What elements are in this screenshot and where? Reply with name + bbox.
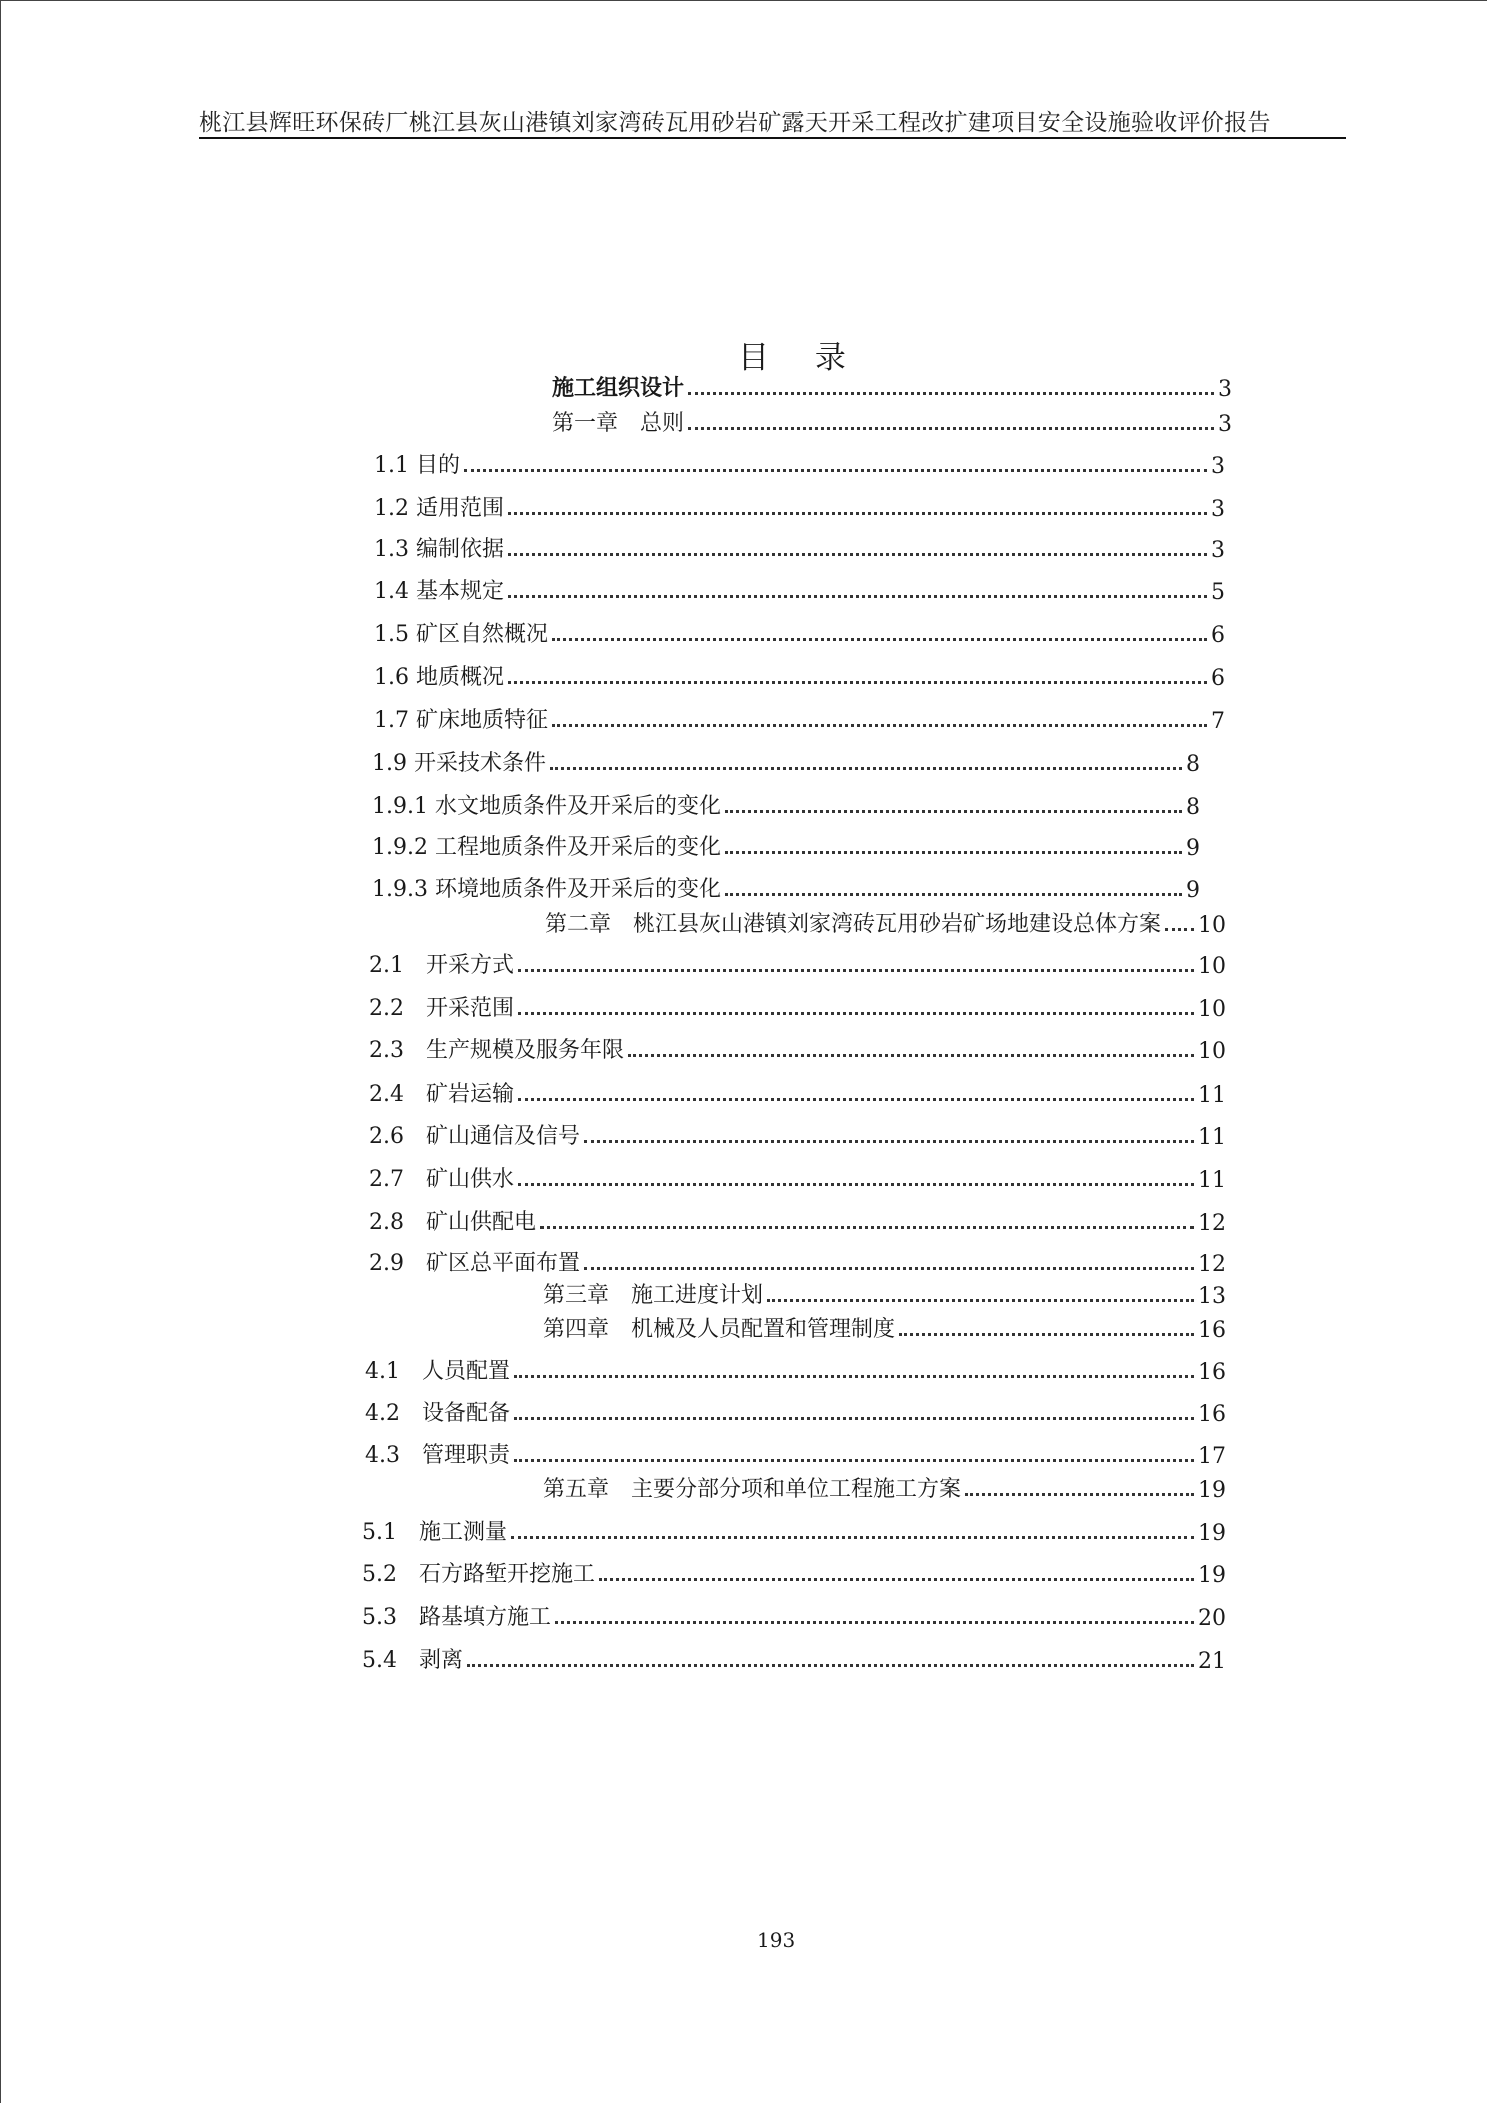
toc-entry-page: 7: [1211, 709, 1225, 734]
toc-entry[interactable]: [369, 949, 1226, 979]
dot-leader: [725, 893, 1182, 896]
dot-leader: [508, 553, 1207, 556]
dot-leader: [514, 1459, 1194, 1462]
toc-entry-page: 6: [1211, 623, 1225, 648]
toc-entry-page: 21: [1198, 1649, 1226, 1674]
dot-leader: [725, 810, 1182, 813]
toc-entry[interactable]: [552, 372, 1232, 402]
toc-entry-label: 第一章 总则: [552, 411, 685, 436]
toc-entry-page: 10: [1198, 913, 1226, 938]
toc-entry-label: 4.1 人员配置: [365, 1359, 510, 1384]
dot-leader: [508, 681, 1207, 684]
dot-leader: [514, 1375, 1194, 1378]
toc-entry-page: 12: [1198, 1211, 1226, 1236]
toc-entry-label: 5.4 剥离: [362, 1648, 463, 1673]
toc-entry-label: 2.4 矿岩运输: [369, 1082, 514, 1107]
running-header: 桃江县辉旺环保砖厂桃江县灰山港镇刘家湾砖瓦用砂岩矿露天开采工程改扩建项目安全设施验收评价报告: [199, 110, 1271, 136]
toc-entry-label: 5.3 路基填方施工: [362, 1605, 551, 1630]
toc-entry[interactable]: [372, 747, 1200, 777]
toc-entry-label: 2.3 生产规模及服务年限: [369, 1038, 624, 1063]
dot-leader: [518, 1183, 1194, 1186]
toc-entry-label: 2.9 矿区总平面布置: [369, 1251, 580, 1276]
toc-entry[interactable]: [374, 449, 1225, 479]
toc-entry[interactable]: [374, 661, 1225, 691]
dot-leader: [540, 1226, 1194, 1229]
toc-entry[interactable]: [362, 1601, 1226, 1631]
toc-entry-label: 5.2 石方路堑开挖施工: [362, 1562, 595, 1587]
dot-leader: [514, 1417, 1194, 1420]
dot-leader: [767, 1299, 1194, 1302]
toc-entry-label: 2.2 开采范围: [369, 996, 514, 1021]
toc-entry[interactable]: [374, 575, 1225, 605]
toc-entry[interactable]: [543, 1473, 1226, 1503]
toc-entry-page: 9: [1186, 878, 1200, 903]
toc-entry-page: 10: [1198, 1039, 1226, 1064]
toc-entry-page: 20: [1198, 1606, 1226, 1631]
toc-entry-label: 2.6 矿山通信及信号: [369, 1124, 580, 1149]
toc-entry-label: 第四章 机械及人员配置和管理制度: [543, 1317, 896, 1342]
toc-entry[interactable]: [369, 1163, 1226, 1193]
dot-leader: [584, 1140, 1194, 1143]
dot-leader: [555, 1621, 1194, 1624]
toc-entry-label: 2.8 矿山供配电: [369, 1210, 536, 1235]
dot-leader: [688, 427, 1214, 430]
toc-entry-page: 5: [1211, 580, 1225, 605]
toc-entry[interactable]: [369, 1206, 1226, 1236]
toc-entry-label: 1.2 适用范围: [374, 496, 504, 521]
toc-entry[interactable]: [374, 704, 1225, 734]
toc-entry[interactable]: [372, 873, 1200, 903]
toc-entry[interactable]: [543, 1313, 1226, 1343]
dot-leader: [899, 1333, 1194, 1336]
toc-title: 目 录: [738, 340, 864, 376]
toc-entry-label: 5.1 施工测量: [362, 1520, 507, 1545]
toc-entry-page: 11: [1198, 1125, 1226, 1150]
dot-leader: [552, 724, 1207, 727]
toc-entry[interactable]: [369, 1034, 1226, 1064]
dot-leader: [584, 1267, 1194, 1270]
toc-entry[interactable]: [552, 407, 1232, 437]
page-number: 193: [757, 1928, 796, 1952]
toc-entry-page: 3: [1211, 454, 1225, 479]
dot-leader: [464, 469, 1207, 472]
toc-entry-label: 施工组织设计: [552, 376, 685, 401]
toc-entry[interactable]: [372, 831, 1200, 861]
header-rule: [199, 137, 1346, 139]
dot-leader: [518, 1098, 1194, 1101]
toc-entry-page: 16: [1198, 1402, 1226, 1427]
dot-leader: [688, 392, 1214, 395]
toc-entry[interactable]: [374, 533, 1225, 563]
toc-entry-label: 4.2 设备配备: [365, 1401, 510, 1426]
toc-entry[interactable]: [369, 1078, 1226, 1108]
toc-entry[interactable]: [362, 1644, 1226, 1674]
toc-entry[interactable]: [372, 790, 1200, 820]
toc-entry-page: 16: [1198, 1318, 1226, 1343]
toc-entry-page: 3: [1218, 412, 1232, 437]
toc-entry-page: 16: [1198, 1360, 1226, 1385]
dot-leader: [518, 969, 1194, 972]
toc-entry-page: 12: [1198, 1252, 1226, 1277]
toc-entry-label: 2.7 矿山供水: [369, 1167, 514, 1192]
dot-leader: [508, 512, 1207, 515]
dot-leader: [508, 595, 1207, 598]
toc-entry[interactable]: [369, 1247, 1226, 1277]
toc-entry[interactable]: [543, 1279, 1226, 1309]
dot-leader: [550, 767, 1182, 770]
toc-entry-label: 1.6 地质概况: [374, 665, 504, 690]
toc-entry-page: 19: [1198, 1563, 1226, 1588]
toc-entry[interactable]: [365, 1439, 1226, 1469]
toc-entry-page: 11: [1198, 1083, 1226, 1108]
dot-leader: [1165, 928, 1194, 931]
toc-entry-page: 8: [1186, 795, 1200, 820]
dot-leader: [628, 1054, 1194, 1057]
toc-entry[interactable]: [374, 618, 1225, 648]
toc-entry-label: 第三章 施工进度计划: [543, 1283, 764, 1308]
toc-entry-page: 19: [1198, 1521, 1226, 1546]
dot-leader: [725, 851, 1182, 854]
toc-entry-page: 10: [1198, 997, 1226, 1022]
toc-entry-page: 19: [1198, 1478, 1226, 1503]
toc-entry-label: 1.7 矿床地质特征: [374, 708, 548, 733]
toc-entry-page: 3: [1211, 497, 1225, 522]
toc-entry[interactable]: [369, 992, 1226, 1022]
toc-entry[interactable]: [545, 908, 1226, 938]
toc-entry[interactable]: [362, 1558, 1226, 1588]
toc-entry-page: 17: [1198, 1444, 1226, 1469]
toc-entry-label: 1.9.3 环境地质条件及开采后的变化: [372, 877, 721, 902]
toc-entry-label: 1.9.1 水文地质条件及开采后的变化: [372, 794, 721, 819]
toc-entry-label: 第二章 桃江县灰山港镇刘家湾砖瓦用砂岩矿场地建设总体方案: [545, 912, 1162, 937]
dot-leader: [965, 1493, 1194, 1496]
toc-entry-page: 3: [1211, 538, 1225, 563]
toc-entry-page: 8: [1186, 752, 1200, 777]
toc-entry-label: 第五章 主要分部分项和单位工程施工方案: [543, 1477, 962, 1502]
toc-entry[interactable]: [365, 1397, 1226, 1427]
toc-entry[interactable]: [362, 1516, 1226, 1546]
toc-entry-label: 4.3 管理职责: [365, 1443, 510, 1468]
toc-entry-page: 13: [1198, 1284, 1226, 1309]
toc-entry-page: 9: [1186, 836, 1200, 861]
dot-leader: [599, 1578, 1194, 1581]
dot-leader: [552, 638, 1207, 641]
toc-entry[interactable]: [369, 1120, 1226, 1150]
toc-entry-page: 11: [1198, 1168, 1226, 1193]
toc-entry-label: 1.3 编制依据: [374, 537, 504, 562]
dot-leader: [518, 1012, 1194, 1015]
dot-leader: [467, 1664, 1194, 1667]
toc-entry-page: 3: [1218, 377, 1232, 402]
toc-entry[interactable]: [365, 1355, 1226, 1385]
toc-entry-page: 6: [1211, 666, 1225, 691]
toc-entry-page: 10: [1198, 954, 1226, 979]
toc-entry-label: 1.9 开采技术条件: [372, 751, 546, 776]
toc-entry-label: 1.4 基本规定: [374, 579, 504, 604]
toc-entry-label: 1.9.2 工程地质条件及开采后的变化: [372, 835, 721, 860]
toc-entry[interactable]: [374, 492, 1225, 522]
toc-entry-label: 2.1 开采方式: [369, 953, 514, 978]
toc-entry-label: 1.5 矿区自然概况: [374, 622, 548, 647]
dot-leader: [511, 1536, 1194, 1539]
toc-entry-label: 1.1 目的: [374, 453, 460, 478]
